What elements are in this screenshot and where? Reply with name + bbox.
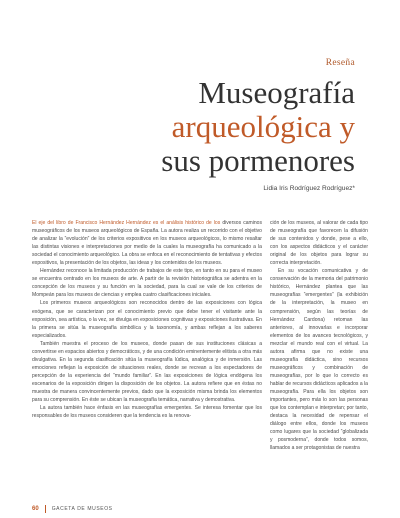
title-line-1: Museografía: [198, 75, 355, 110]
right-column: [270, 219, 368, 497]
paragraph: En su vocación comunicativa y de conservación de la memoria del patrimonio histórico, Hernández plantea que las museografías “emergentes” (la exhibición de la interpretación, la museo en comprensión, según las teorías de Hernández Cardona) retoman las anteriores, al innovarlas e incorporar elementos de los avances tecnológicos, y mezclar el mundo real con el virtual. La autora afirma que no existe una museografía didáctica, sino recursos museográficos y combinación de museografías, por lo que lo correcto es hablar de recursos didácticos aplicados a la museografía. Para ella los objetos son importantes, pero más lo son las personas que los contemplan e interpretan; por tanto, destaca la necesidad de repensar el diálogo entre ellos, donde los museos como lugares que la sociedad “globalizada y posmoderna”, donde todos somos, llamados a ser protagonistas de nuestra: [270, 268, 368, 452]
page-footer: [32, 505, 113, 513]
paragraph: También muestra el proceso de los museos, donde pasan de sus instituciones clásicas a convertirse en espacios abiertos y democráticos, y de una condición eminentemente elitista a otra más divulgativa. En la segunda clasificación sitúa la museografía lúdica, analógica y de inmersión. Las emociones reflejan la exposición de situaciones reales, donde se recrean a los espectadores de percepción de la experiencia del “mundo familiar”. En las exposiciones de lógica endógena los escenarios de la exposición dirigen la disposición de los objetos. La autora refiere que en éstas no muestra de manera convincentemente previos, dado que la exposición misma brinda los elementos para su comprensión. En éste se ubican la museografía temática, narrativa y demostrativa.: [32, 340, 262, 404]
section-label: Reseña: [325, 58, 355, 68]
title-line-3: sus pormenores: [161, 143, 355, 178]
journal-name: [52, 506, 113, 512]
lead-in: El eje del libro de Francisco Hernández Hernández es el análisis histórico de los: [32, 220, 221, 226]
author-name: Lidia Iris Rodríguez Rodríguez*: [263, 185, 355, 192]
paragraph: ción de los museos, al valorar de cada tipo de museografía que favorecen la difusión de sus contenidos y donde, pese a ello, con los aspectos didácticos y el carácter original de los objetos para lograr su correcta interpretación.: [270, 220, 368, 267]
footer-divider: [45, 505, 46, 513]
journal-name-a: GACETA DE: [51, 506, 86, 512]
page-number: 60: [32, 506, 39, 512]
body-columns: [32, 219, 368, 497]
paragraph: Hernández reconoce la limitada producción de trabajos de este tipo, en tanto en su para el museo se encuentra centrado en los museos de arte. A partir de la revisión historiográfica se adentra en la concepción de los museos y su función en la sociedad, para la cual se vale de los criterios de Mompeán para los museos de ciencias y emplea cuatro clasificaciones iniciales.: [32, 268, 262, 299]
title-line-2: arqueológica y: [171, 109, 355, 144]
left-column: [32, 219, 262, 497]
journal-name-b: MUSEOS: [87, 506, 113, 512]
paragraph-text: diversos caminos museográficos de los museos arqueológicos de España. La autora realiza un recorrido con el objetivo de analizar la “evolución” de los criterios expositivos en los museos arqueológicos, lo mismo resaltar las distintas visiones e interpretaciones por medio de la cuales la museografía ha comunicado a la sociedad el conocimiento arqueológico. La obra se enfoca en el reconocimiento de tentativas y efectos expositivos, la presentación de los objetos, las ideas y los contenidos de los museos.: [32, 220, 262, 267]
paragraph: Los primeros museos arqueológicos son reconocidos dentro de las exposiciones con lógica exógena, que se caracterizan por el conocimiento previo que debe tener el visitante ante la exposición, sea artística, o la vez, se divulga en exposiciones cognitivas y exposiciones ilustrativas. En la primera se sitúa la museografía simbólica y la taxonomía, y ambas reflejan a los saberes especializados.: [32, 300, 262, 339]
paragraph: [32, 219, 262, 267]
article-title: [161, 76, 355, 178]
paragraph: La autora también hace énfasis en las museografías emergentes. Se interesa fomentar que los responsables de los museos consideren que la tendencia es la renova-: [32, 405, 262, 420]
